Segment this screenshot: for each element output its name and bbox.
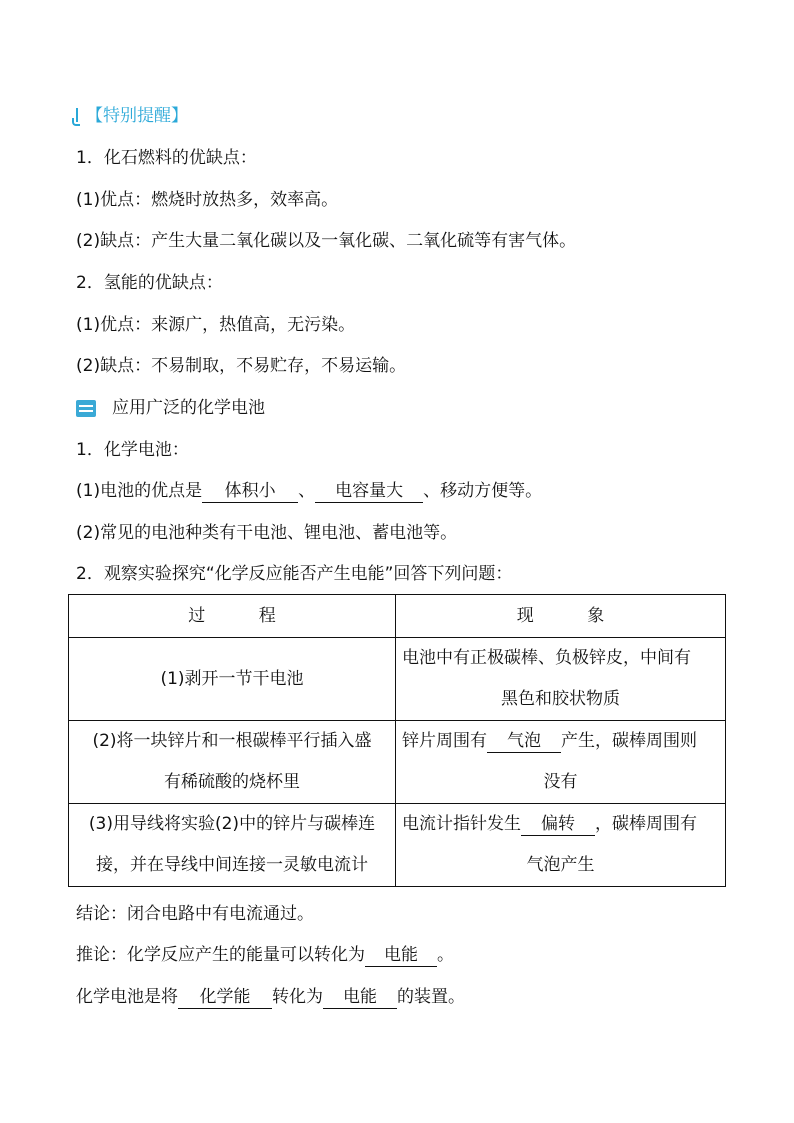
phenomenon-cell bbox=[396, 638, 726, 721]
answer-blank: 电能 bbox=[323, 986, 397, 1009]
phenomenon-line: 电池中有正极碳棒、负极锌皮，中间有 bbox=[402, 648, 691, 668]
process-line: 接，并在导线中间连接一灵敏电流计 bbox=[96, 855, 368, 875]
phenomenon-line: 气泡产生 bbox=[526, 855, 595, 875]
section-heading bbox=[76, 396, 265, 420]
inference-suffix: 。 bbox=[437, 945, 454, 965]
special-reminder-heading bbox=[72, 104, 188, 128]
phenomenon-cell bbox=[396, 721, 726, 804]
inference-prefix: 推论：化学反应产生的能量可以转化为 bbox=[76, 945, 365, 965]
section-title: 应用广泛的化学电池 bbox=[112, 398, 265, 418]
experiment-table bbox=[68, 594, 726, 887]
answer-blank: 气泡 bbox=[487, 730, 561, 753]
reminder-label: 【特别提醒】 bbox=[86, 106, 188, 126]
hydrogen-cons: (2)缺点：不易制取，不易贮存，不易运输。 bbox=[76, 356, 407, 376]
phenomenon-line: 没有 bbox=[543, 772, 578, 792]
battery-title: 1．化学电池： bbox=[76, 440, 189, 460]
answer-blank: 电能 bbox=[365, 944, 437, 967]
adv-prefix: (1)电池的优点是 bbox=[76, 481, 203, 501]
phenomenon-line bbox=[402, 721, 719, 762]
table-header-row bbox=[69, 595, 726, 638]
conclusion: 结论：闭合电路中有电流通过。 bbox=[76, 904, 314, 924]
answer-blank: 体积小 bbox=[202, 480, 298, 503]
table-row bbox=[69, 721, 726, 804]
answer-blank: 偏转 bbox=[521, 813, 595, 836]
table-row bbox=[69, 804, 726, 887]
definition-suffix: 的装置。 bbox=[397, 987, 465, 1007]
phenomenon-line: 黑色和胶状物质 bbox=[501, 689, 620, 709]
header-phenomenon: 现 象 bbox=[396, 595, 726, 638]
header-process: 过 程 bbox=[69, 595, 396, 638]
experiment-title: 2．观察实验探究“化学反应能否产生电能”回答下列问题： bbox=[76, 564, 513, 584]
phenomenon-cell bbox=[396, 804, 726, 887]
process-line: (3)用导线将实验(2)中的锌片与碳棒连 bbox=[88, 814, 376, 834]
process-cell bbox=[69, 721, 396, 804]
definition bbox=[76, 985, 465, 1009]
battery-advantages bbox=[76, 479, 542, 503]
definition-middle: 转化为 bbox=[272, 987, 323, 1007]
hydrogen-title: 2．氢能的优缺点： bbox=[76, 273, 223, 293]
fossil-pros: (1)优点：燃烧时放热多，效率高。 bbox=[76, 190, 339, 210]
phen-suffix: ，碳棒周围有 bbox=[595, 814, 697, 834]
table-row bbox=[69, 638, 726, 721]
section-list-icon bbox=[76, 400, 96, 417]
process-line: 有稀硫酸的烧杯里 bbox=[164, 772, 300, 792]
process-cell: (1)剥开一节干电池 bbox=[69, 638, 396, 721]
phenomenon-line bbox=[402, 804, 719, 845]
phen-suffix: 产生，碳棒周围则 bbox=[561, 731, 697, 751]
answer-blank: 化学能 bbox=[178, 986, 272, 1009]
fossil-cons: (2)缺点：产生大量二氧化碳以及一氧化碳、二氧化硫等有害气体。 bbox=[76, 231, 577, 251]
process-line: (2)将一块锌片和一根碳棒平行插入盛 bbox=[92, 731, 372, 751]
answer-blank: 电容量大 bbox=[315, 480, 423, 503]
definition-prefix: 化学电池是将 bbox=[76, 987, 178, 1007]
fossil-title: 1．化石燃料的优缺点： bbox=[76, 148, 257, 168]
battery-types: (2)常见的电池种类有干电池、锂电池、蓄电池等。 bbox=[76, 523, 458, 543]
phen-prefix: 锌片周围有 bbox=[402, 731, 487, 751]
adv-suffix: 、移动方便等。 bbox=[423, 481, 543, 501]
adv-sep: 、 bbox=[298, 481, 316, 501]
inference bbox=[76, 943, 454, 967]
hydrogen-pros: (1)优点：来源广，热值高，无污染。 bbox=[76, 315, 356, 335]
pin-icon bbox=[72, 106, 82, 126]
phen-prefix: 电流计指针发生 bbox=[402, 814, 521, 834]
process-cell bbox=[69, 804, 396, 887]
